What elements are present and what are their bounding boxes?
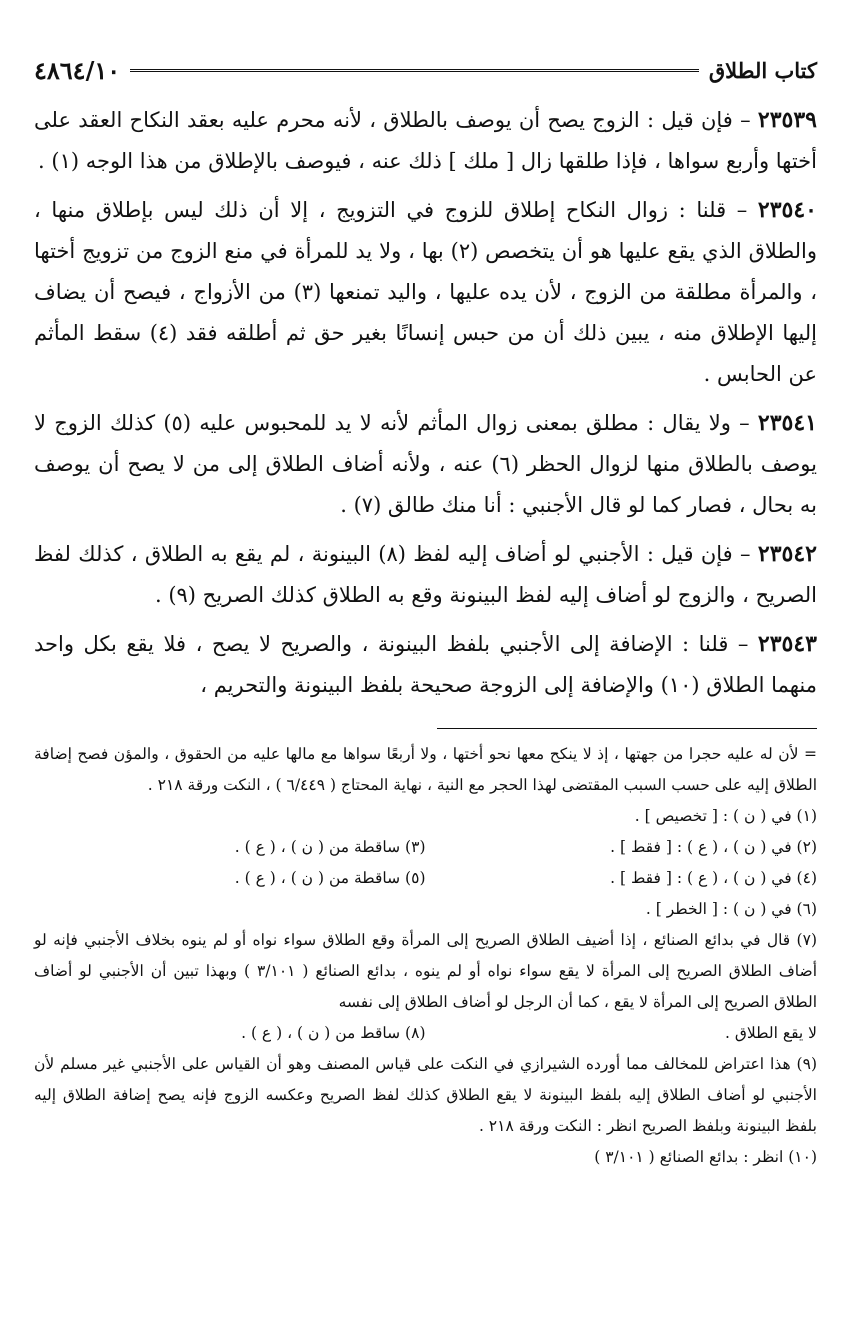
main-text <box>34 100 817 706</box>
paragraph-text: – قلنا : زوال النكاح إطلاق للزوج في التزويج ، إلا أن ذلك ليس بإطلاق منها ، والطلاق الذي يقع عليها هو أن يتخصص (٢) بها ، ولا يد للمرأة في منع الزوج من تزويج أختها ، والمرأة مطلقة من الزوج ، لأن يده عليها ، واليد تمنعها (٣) من الأزواج ، فيصح أن يضاف إليها الإطلاق منه ، يبين ذلك أن من حبس إنسانًا بغير حق ثم أطلقه فقد (٤) سقط المأثم عن الحابس . <box>34 198 818 386</box>
header-rule <box>130 69 699 72</box>
paragraph-text: – فإن قيل : الزوج يصح أن يوصف بالطلاق ، لأنه محرم عليه بعقد النكاح العقد على أختها وأربع سواها ، فإذا طلقها زال [ ملك ] ذلك عنه ، فيوصف بالإطلاق من هذا الوجه (١) . <box>34 108 817 173</box>
footnote-row <box>34 801 817 832</box>
footnote-10: (١٠) انظر : بدائع الصنائع ( ٣/١٠١ ) <box>594 1148 817 1166</box>
paragraph-text: – قلنا : الإضافة إلى الأجنبي بلفظ البينونة ، والصريح لا يصح ، فلا يقع بكل واحد منهما الطلاق (١٠) والإضافة إلى الزوجة صحيحة بلفظ البينونة والتحريم ، <box>34 632 817 697</box>
paragraph <box>34 403 817 526</box>
page-header <box>34 52 817 88</box>
footnote-7: (٧) قال في بدائع الصنائع ، إذا أضيف الطلاق الصريح إلى المرأة وقع الطلاق سواء نواه أو لم ينوه بخلاف الأجنبي فإنه لو أضاف الطلاق الصريح إلى المرأة لا يقع سواء نواه أو لم ينوه ، بدائع الصنائع ( ٣/١٠١ ) وبهذا تبين أن الأجنبي لو أضاف الطلاق الصريح إلى المرأة لا يقع ، كما أن الرجل لو أضاف الطلاق إلى نفسه <box>34 931 818 1011</box>
footnote: (٥) ساقطة من ( ن ) ، ( ع ) . <box>234 869 426 887</box>
footnote <box>34 894 426 925</box>
footnotes <box>34 739 817 1173</box>
paragraph-text: – فإن قيل : الأجنبي لو أضاف إليه لفظ (٨) البينونة ، لم يقع به الطلاق ، كذلك لفظ الصريح ، والزوج لو أضاف إليه لفظ البينونة وقع به الطلاق كذلك الصريح (٩) . <box>34 542 817 607</box>
paragraph <box>34 624 817 706</box>
paragraph <box>34 100 817 182</box>
footnote <box>34 801 426 832</box>
footnote-row <box>34 863 817 894</box>
book-title: كتاب الطلاق <box>708 57 817 83</box>
paragraph-number: ٢٣٥٤٠ <box>757 197 817 223</box>
paragraph-number: ٢٣٥٤٢ <box>757 541 817 567</box>
paragraph-number: ٢٣٥٤٣ <box>757 631 817 657</box>
footnote: (٤) في ( ن ) ، ( ع ) : [ فقط ] . <box>610 869 817 887</box>
footnote: (٢) في ( ن ) ، ( ع ) : [ فقط ] . <box>610 838 817 856</box>
paragraph <box>34 190 817 395</box>
footnote-separator <box>437 728 817 729</box>
footnote-row <box>34 894 817 925</box>
footnote-8: (٨) ساقط من ( ن ) ، ( ع ) . <box>241 1024 426 1042</box>
footnote: (٣) ساقطة من ( ن ) ، ( ع ) . <box>234 838 426 856</box>
paragraph-number: ٢٣٥٣٩ <box>757 107 817 133</box>
paragraph-text: – ولا يقال : مطلق بمعنى زوال المأثم لأنه لا يد للمحبوس عليه (٥) كذلك الزوج لا يوصف بالطلاق منها لزوال الحظر (٦) عنه ، ولأنه أضاف الطلاق إلى من لا يصح أن يوصف به بحال ، فصار كما لو قال الأجنبي : أنا منك طالق (٧) . <box>34 411 817 517</box>
paragraph <box>34 534 817 616</box>
page-number: ٤٨٦٤/١٠ <box>34 55 121 85</box>
footnote-9: (٩) هذا اعتراض للمخالف مما أورده الشيرازي في النكت على قياس المصنف وهو أن القياس على الأجنبي غير مسلم لأن الأجنبي لو أضاف الطلاق إليه بلفظ البينونة لا يقع الطلاق كذلك لفظ الصريح وعكسه الزوج فإنه يصح إضافة الطلاق إليه بلفظ البينونة وبلفظ الصريح انظر : النكت ورقة ٢١٨ . <box>34 1055 817 1135</box>
footnote: (١) في ( ن ) : [ تخصيص ] . <box>634 807 817 825</box>
footnote: (٦) في ( ن ) : [ الخطر ] . <box>645 900 817 918</box>
footnote-7-end: لا يقع الطلاق . <box>725 1024 817 1042</box>
footnote-row <box>34 832 817 863</box>
footnote-continuation: = لأن له عليه حجرا من جهتها ، إذ لا ينكح معها نحو أختها ، ولا أربعًا سواها مع مالها عليه من الحقوق ، والمؤن فصح إضافة الطلاق إليه على حسب السبب المقتضى لهذا الحجر مع النية ، نهاية المحتاج ( ٦/٤٤٩ ) ، النكت ورقة ٢١٨ . <box>34 745 817 794</box>
paragraph-number: ٢٣٥٤١ <box>757 410 817 436</box>
footnote-row <box>34 1018 817 1049</box>
